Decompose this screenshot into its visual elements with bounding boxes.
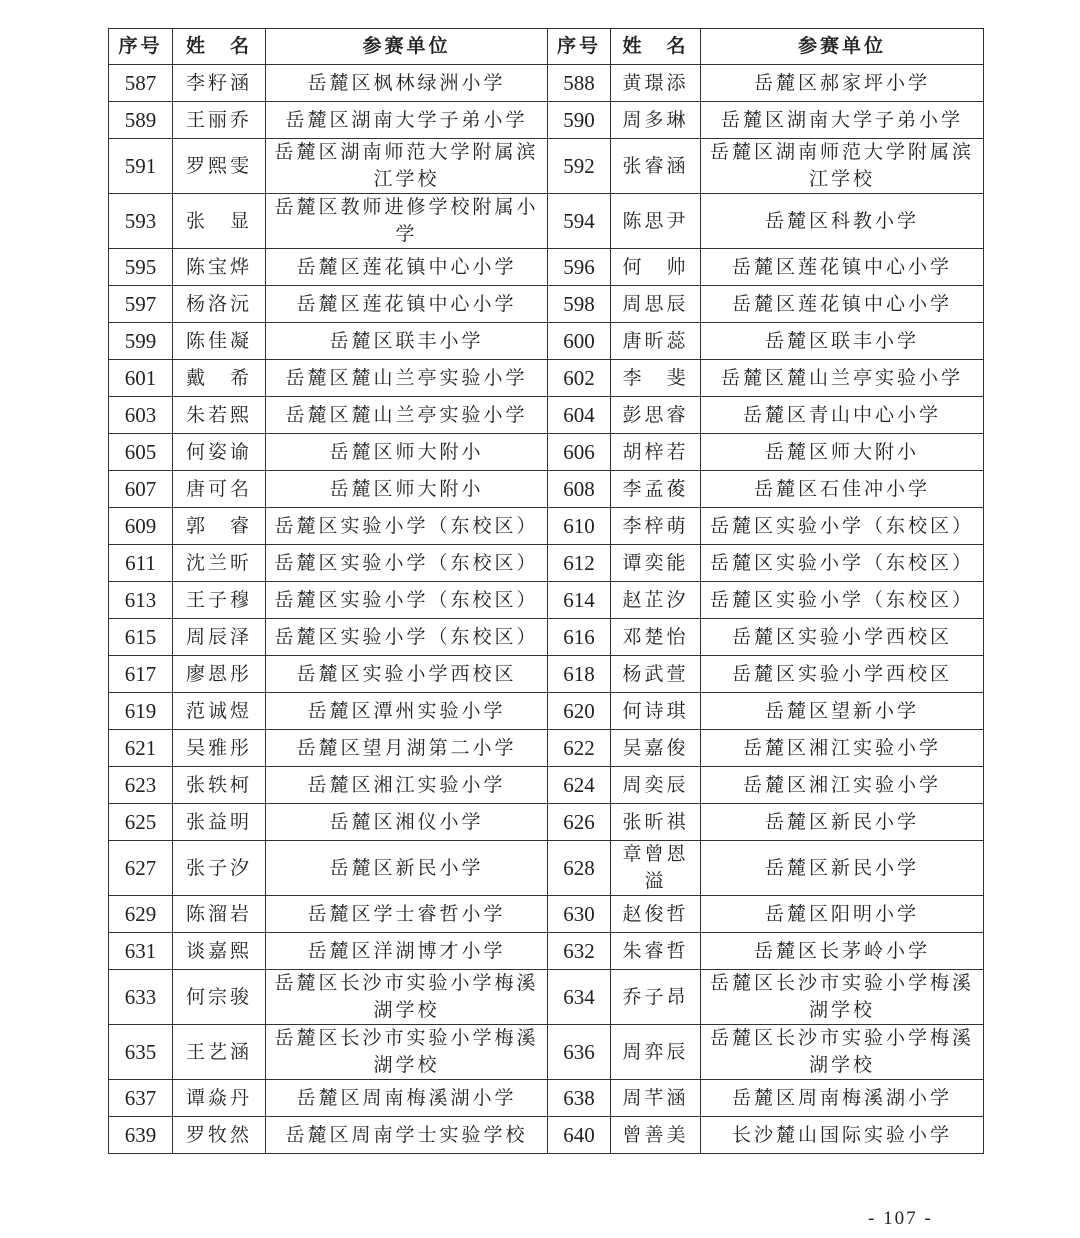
entry-unit: 岳麓区科教小学 [701,194,984,249]
entry-number: 631 [109,933,173,970]
entry-number: 621 [109,730,173,767]
table-row [109,1080,984,1117]
entry-number: 611 [109,545,173,582]
table-row [109,1117,984,1154]
entry-name: 朱睿哲 [611,933,701,970]
entry-unit: 岳麓区长沙市实验小学梅溪湖学校 [266,970,548,1025]
entry-number: 635 [109,1025,173,1080]
entry-name: 何宗骏 [173,970,266,1025]
entry-number: 602 [548,360,611,397]
entry-number: 601 [109,360,173,397]
entry-unit: 岳麓区长沙市实验小学梅溪湖学校 [701,1025,984,1080]
entry-number: 605 [109,434,173,471]
entry-unit: 岳麓区教师进修学校附属小学 [266,194,548,249]
entry-name: 赵俊哲 [611,896,701,933]
entry-unit: 岳麓区阳明小学 [701,896,984,933]
entry-unit: 岳麓区麓山兰亭实验小学 [701,360,984,397]
entry-name: 陈佳凝 [173,323,266,360]
entry-unit: 岳麓区莲花镇中心小学 [701,286,984,323]
entry-name: 乔子昂 [611,970,701,1025]
entry-name: 章曾恩溢 [611,841,701,896]
entry-name: 黄璟添 [611,65,701,102]
entry-number: 638 [548,1080,611,1117]
entry-number: 617 [109,656,173,693]
entry-number: 614 [548,582,611,619]
entry-unit: 岳麓区湖南师范大学附属滨江学校 [266,139,548,194]
entry-name: 张轶柯 [173,767,266,804]
table-row [109,693,984,730]
entry-name: 陈思尹 [611,194,701,249]
entry-unit: 岳麓区莲花镇中心小学 [701,249,984,286]
entry-unit: 岳麓区师大附小 [266,471,548,508]
entry-number: 628 [548,841,611,896]
entry-unit: 岳麓区青山中心小学 [701,397,984,434]
entry-unit: 岳麓区麓山兰亭实验小学 [266,397,548,434]
entry-name: 戴 希 [173,360,266,397]
entry-name: 谭焱丹 [173,1080,266,1117]
entry-name: 王子穆 [173,582,266,619]
entry-number: 639 [109,1117,173,1154]
entry-number: 615 [109,619,173,656]
entry-name: 邓楚怡 [611,619,701,656]
entry-unit: 岳麓区实验小学西校区 [701,619,984,656]
entry-unit: 岳麓区望月湖第二小学 [266,730,548,767]
entry-number: 600 [548,323,611,360]
table-row [109,582,984,619]
table-row [109,970,984,1025]
table-header-row [109,29,984,65]
table-row [109,804,984,841]
entry-unit: 岳麓区长茅岭小学 [701,933,984,970]
entry-unit: 岳麓区湘江实验小学 [266,767,548,804]
entry-number: 618 [548,656,611,693]
entry-name: 赵芷汐 [611,582,701,619]
entry-unit: 岳麓区洋湖博才小学 [266,933,548,970]
entry-number: 607 [109,471,173,508]
table-row [109,1025,984,1080]
entry-unit: 岳麓区师大附小 [266,434,548,471]
entry-name: 张益明 [173,804,266,841]
table-row [109,286,984,323]
entry-number: 636 [548,1025,611,1080]
entry-number: 599 [109,323,173,360]
table-row [109,139,984,194]
entry-unit: 长沙麓山国际实验小学 [701,1117,984,1154]
entry-number: 622 [548,730,611,767]
entry-name: 唐昕蕊 [611,323,701,360]
entry-name: 李籽涵 [173,65,266,102]
entry-number: 587 [109,65,173,102]
table-row [109,434,984,471]
entry-number: 616 [548,619,611,656]
entry-number: 589 [109,102,173,139]
entry-name: 唐可名 [173,471,266,508]
entry-unit: 岳麓区长沙市实验小学梅溪湖学校 [266,1025,548,1080]
entry-number: 606 [548,434,611,471]
entry-unit: 岳麓区新民小学 [701,804,984,841]
entry-name: 罗牧然 [173,1117,266,1154]
entry-number: 590 [548,102,611,139]
header-name: 姓 名 [611,29,701,65]
entry-name: 周辰泽 [173,619,266,656]
entry-unit: 岳麓区湖南师范大学附属滨江学校 [701,139,984,194]
entry-unit: 岳麓区新民小学 [266,841,548,896]
entry-number: 604 [548,397,611,434]
entry-number: 619 [109,693,173,730]
entry-number: 623 [109,767,173,804]
entry-number: 609 [109,508,173,545]
table-row [109,471,984,508]
entry-number: 620 [548,693,611,730]
entry-unit: 岳麓区实验小学（东校区） [701,582,984,619]
entry-unit: 岳麓区湖南大学子弟小学 [266,102,548,139]
entry-number: 592 [548,139,611,194]
entry-name: 周弈辰 [611,1025,701,1080]
page-number: - 107 - [868,1208,933,1229]
entry-unit: 岳麓区湘仪小学 [266,804,548,841]
entry-number: 608 [548,471,611,508]
entry-name: 廖恩彤 [173,656,266,693]
entry-name: 吴雅彤 [173,730,266,767]
entry-unit: 岳麓区湘江实验小学 [701,767,984,804]
entry-unit: 岳麓区望新小学 [701,693,984,730]
table-row [109,841,984,896]
entry-number: 591 [109,139,173,194]
entry-number: 593 [109,194,173,249]
entry-number: 595 [109,249,173,286]
entry-unit: 岳麓区郝家坪小学 [701,65,984,102]
entry-number: 588 [548,65,611,102]
table-row [109,656,984,693]
table-row [109,249,984,286]
header-unit: 参赛单位 [266,29,548,65]
header-unit: 参赛单位 [701,29,984,65]
entry-name: 周奕辰 [611,767,701,804]
entry-name: 张睿涵 [611,139,701,194]
entry-number: 630 [548,896,611,933]
entry-number: 594 [548,194,611,249]
entry-name: 李梓萌 [611,508,701,545]
entry-unit: 岳麓区枫林绿洲小学 [266,65,548,102]
entry-number: 598 [548,286,611,323]
entry-name: 陈宝烨 [173,249,266,286]
table-row [109,102,984,139]
entry-unit: 岳麓区湖南大学子弟小学 [701,102,984,139]
entry-unit: 岳麓区潭州实验小学 [266,693,548,730]
entry-unit: 岳麓区实验小学（东校区） [266,508,548,545]
entry-number: 603 [109,397,173,434]
entry-name: 曾善美 [611,1117,701,1154]
entry-unit: 岳麓区长沙市实验小学梅溪湖学校 [701,970,984,1025]
entry-name: 李 斐 [611,360,701,397]
entry-number: 613 [109,582,173,619]
entry-name: 何姿谕 [173,434,266,471]
table-row [109,619,984,656]
table-row [109,194,984,249]
entry-name: 谭奕能 [611,545,701,582]
header-number: 序号 [109,29,173,65]
entry-name: 何诗琪 [611,693,701,730]
entry-name: 周芊涵 [611,1080,701,1117]
entry-name: 王丽乔 [173,102,266,139]
entry-name: 张昕祺 [611,804,701,841]
participant-table [108,28,984,1154]
entry-unit: 岳麓区莲花镇中心小学 [266,249,548,286]
table-row [109,397,984,434]
entry-name: 王艺涵 [173,1025,266,1080]
entry-number: 633 [109,970,173,1025]
entry-unit: 岳麓区实验小学（东校区） [701,508,984,545]
table-row [109,933,984,970]
entry-name: 胡梓若 [611,434,701,471]
entry-unit: 岳麓区周南梅溪湖小学 [701,1080,984,1117]
table-row [109,545,984,582]
entry-unit: 岳麓区周南梅溪湖小学 [266,1080,548,1117]
entry-name: 沈兰昕 [173,545,266,582]
entry-number: 612 [548,545,611,582]
entry-number: 626 [548,804,611,841]
entry-number: 640 [548,1117,611,1154]
table-row [109,896,984,933]
entry-name: 杨武萱 [611,656,701,693]
entry-name: 杨洛沅 [173,286,266,323]
table-row [109,65,984,102]
entry-unit: 岳麓区实验小学西校区 [266,656,548,693]
entry-number: 625 [109,804,173,841]
entry-number: 610 [548,508,611,545]
entry-unit: 岳麓区师大附小 [701,434,984,471]
table-row [109,323,984,360]
entry-number: 637 [109,1080,173,1117]
entry-name: 李孟葰 [611,471,701,508]
entry-unit: 岳麓区实验小学西校区 [701,656,984,693]
header-name: 姓 名 [173,29,266,65]
entry-unit: 岳麓区周南学士实验学校 [266,1117,548,1154]
entry-name: 吴嘉俊 [611,730,701,767]
entry-number: 632 [548,933,611,970]
entry-name: 张 显 [173,194,266,249]
entry-number: 629 [109,896,173,933]
entry-name: 张子汐 [173,841,266,896]
entry-name: 周思辰 [611,286,701,323]
entry-unit: 岳麓区石佳冲小学 [701,471,984,508]
entry-unit: 岳麓区新民小学 [701,841,984,896]
entry-unit: 岳麓区联丰小学 [701,323,984,360]
entry-unit: 岳麓区莲花镇中心小学 [266,286,548,323]
entry-number: 627 [109,841,173,896]
header-number: 序号 [548,29,611,65]
entry-name: 陈溜岩 [173,896,266,933]
entry-name: 郭 睿 [173,508,266,545]
entry-unit: 岳麓区实验小学（东校区） [266,619,548,656]
table-row [109,730,984,767]
entry-name: 范诚煜 [173,693,266,730]
entry-unit: 岳麓区实验小学（东校区） [266,545,548,582]
entry-name: 何 帅 [611,249,701,286]
entry-unit: 岳麓区联丰小学 [266,323,548,360]
entry-name: 朱若熙 [173,397,266,434]
entry-number: 634 [548,970,611,1025]
entry-number: 597 [109,286,173,323]
entry-number: 624 [548,767,611,804]
entry-name: 谈嘉熙 [173,933,266,970]
entry-unit: 岳麓区实验小学（东校区） [701,545,984,582]
entry-name: 周多琳 [611,102,701,139]
entry-unit: 岳麓区实验小学（东校区） [266,582,548,619]
entry-unit: 岳麓区麓山兰亭实验小学 [266,360,548,397]
entry-name: 罗熙雯 [173,139,266,194]
table-row [109,360,984,397]
table-row [109,508,984,545]
entry-name: 彭思睿 [611,397,701,434]
entry-unit: 岳麓区湘江实验小学 [701,730,984,767]
entry-unit: 岳麓区学士睿哲小学 [266,896,548,933]
entry-number: 596 [548,249,611,286]
table-row [109,767,984,804]
